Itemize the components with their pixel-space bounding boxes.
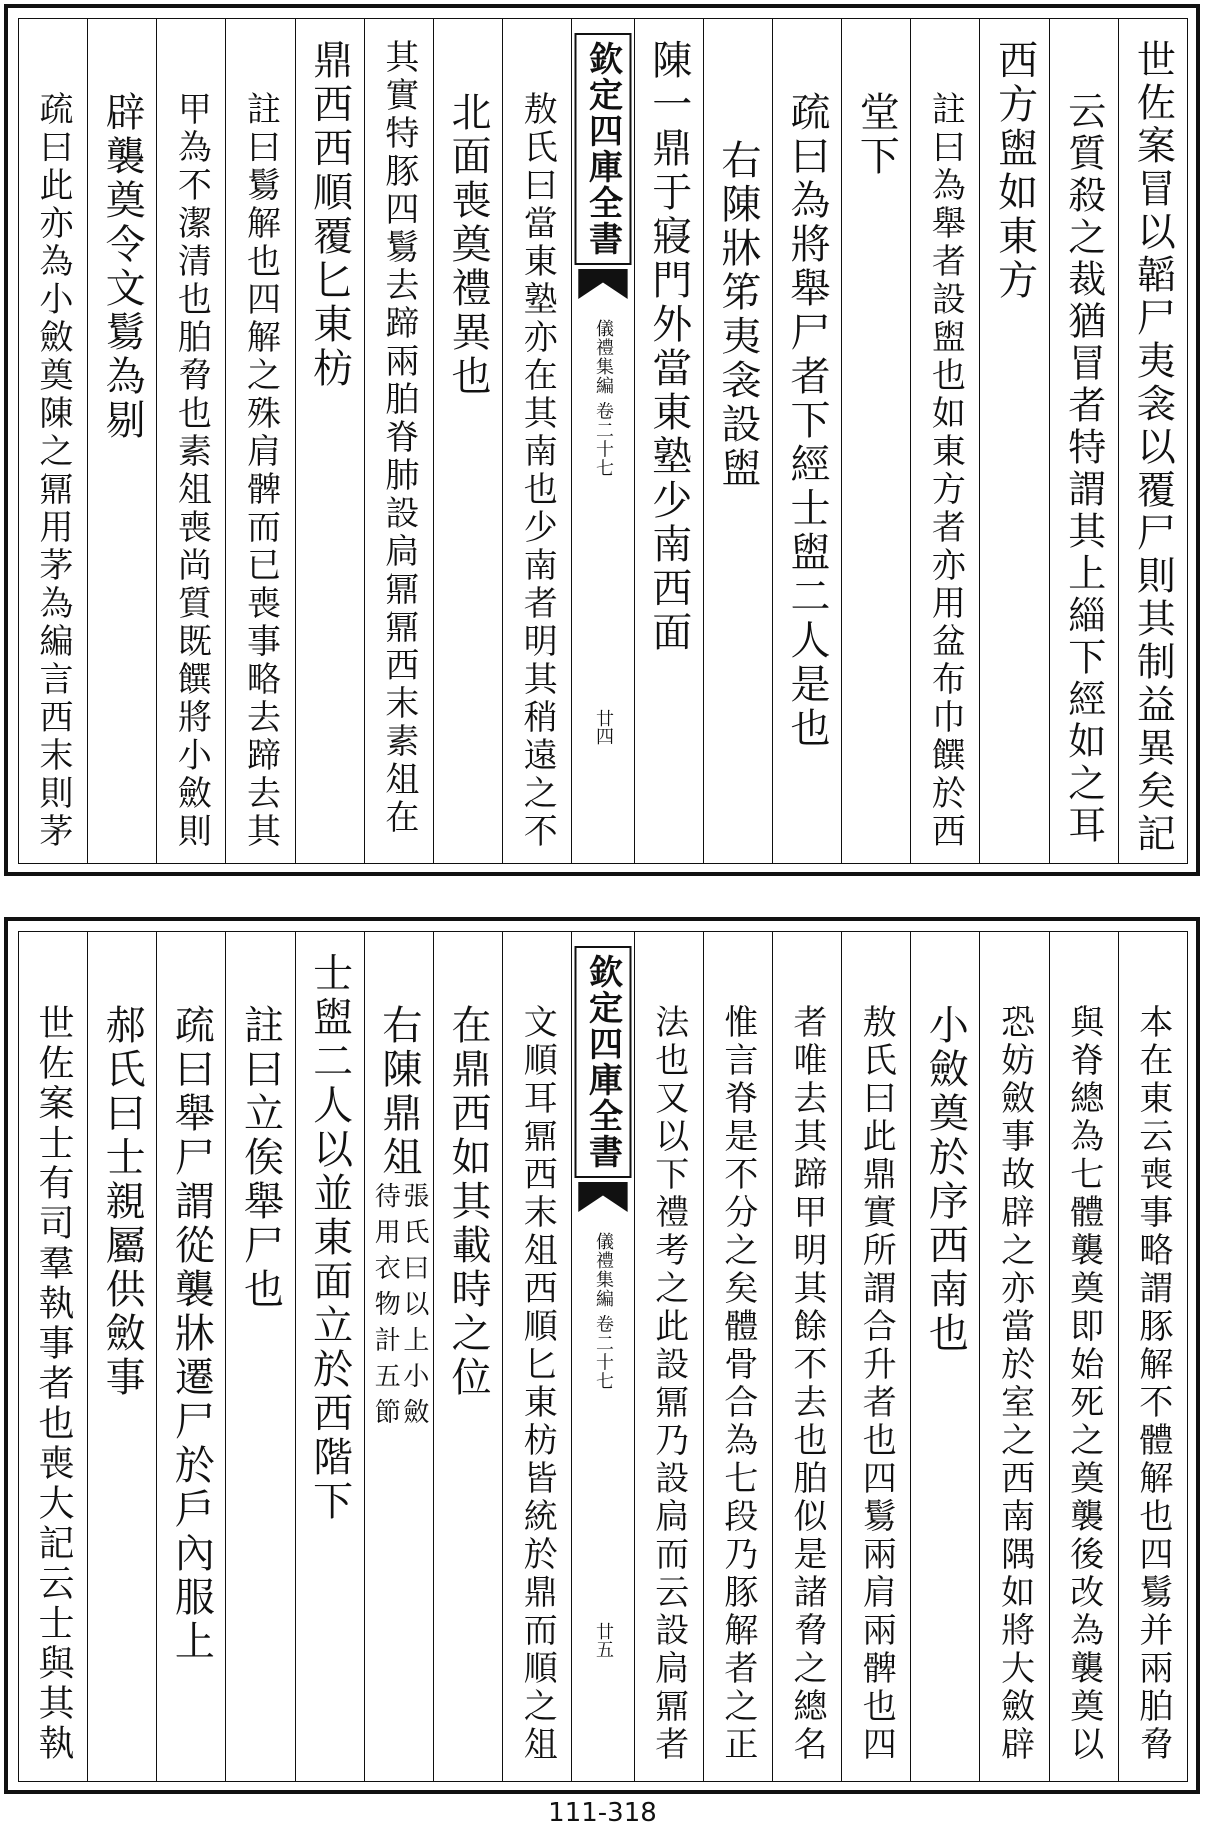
column-text: 註曰為舉者設盥也如東方者亦用盆布巾饌於西 — [925, 91, 966, 851]
text-column — [295, 932, 364, 1781]
column-text: 陳一鼎于寢門外當東塾少南西面 — [645, 39, 692, 655]
text-column — [772, 19, 841, 863]
bottom-page-columns — [18, 931, 1188, 1782]
column-text: 法也又以下禮考之此設鼏乃設扃而云設扃鼏者 — [648, 1004, 689, 1764]
center-fold — [571, 932, 633, 1781]
text-column — [841, 932, 910, 1781]
text-column — [502, 932, 571, 1781]
text-column — [1118, 19, 1187, 863]
text-column — [1049, 19, 1118, 863]
column-text: 鼎西西順覆匕東枋 — [306, 39, 353, 391]
text-column — [772, 932, 841, 1781]
text-column — [979, 19, 1048, 863]
fish-tail-mark-icon — [578, 1182, 627, 1212]
text-column — [1049, 932, 1118, 1781]
text-column — [19, 932, 87, 1781]
column-text: 疏曰舉尸謂從襲牀遷尸於戶內服上 — [168, 1004, 215, 1664]
text-column — [156, 932, 225, 1781]
text-column — [295, 19, 364, 863]
column-text: 世佐案士有司羣執事者也喪大記云士與其執 — [32, 1004, 74, 1764]
center-fold — [571, 19, 633, 863]
column-text: 本在東云喪事略謂豚解不體解也四鬄并兩胉脅 — [1132, 1004, 1173, 1764]
column-text: 北面喪奠禮異也 — [445, 91, 492, 399]
volume-label: 儀禮集編 卷二十七 — [592, 319, 614, 478]
text-column — [225, 19, 294, 863]
text-column — [433, 19, 502, 863]
column-text: 疏曰為將舉尸者下經士盥二人是也 — [784, 91, 831, 751]
column-text: 註曰鬄解也四解之殊肩髀而已喪事略去蹄去其 — [240, 91, 281, 851]
column-text: 者唯去其蹄甲明其餘不去也胉似是諸脅之總名 — [787, 1004, 828, 1764]
column-text: 郝氏曰士親屬供斂事 — [99, 1004, 146, 1400]
text-column — [634, 19, 703, 863]
column-text: 敖氏曰當東塾亦在其南也少南者明其稍遠之不 — [517, 91, 558, 851]
text-column — [87, 19, 156, 863]
text-column — [1118, 932, 1187, 1781]
book-title: 欽定四庫全書 — [574, 946, 631, 1178]
column-text: 甲為不潔清也胉脅也素俎喪尚質既饌將小斂則 — [171, 91, 212, 851]
column-text: 右陳牀笫夷衾設盥 — [714, 139, 761, 491]
text-column — [87, 932, 156, 1781]
text-column — [703, 932, 772, 1781]
column-text: 世佐案冒以韜尸夷衾以覆尸則其制益異矣記 — [1130, 39, 1176, 856]
leaf-number: 廿五 — [592, 1622, 614, 1658]
column-text: 云質殺之裁猶冒者特謂其上緇下經如之耳 — [1061, 91, 1106, 847]
leaf-number: 廿四 — [592, 709, 614, 745]
page-number: 111-318 — [548, 1798, 657, 1828]
column-text: 西方盥如東方 — [991, 39, 1038, 303]
column-text: 註曰立俟舉尸也 — [237, 1004, 284, 1312]
book-title: 欽定四庫全書 — [574, 33, 631, 265]
top-page-columns — [18, 18, 1188, 864]
text-column — [703, 19, 772, 863]
column-text: 敖氏曰此鼎實所謂合升者也四鬄兩肩兩髀也四 — [856, 1004, 897, 1764]
text-column — [364, 932, 433, 1781]
text-column — [225, 932, 294, 1781]
text-column — [841, 19, 910, 863]
text-column — [910, 932, 979, 1781]
column-text: 堂下 — [853, 91, 900, 179]
column-text: 文順耳鼏西末俎西順匕東枋皆統於鼎而順之俎 — [517, 1004, 558, 1764]
bottom-page — [4, 917, 1200, 1794]
column-text: 與脊總為七體襲奠即始死之奠襲後改為襲奠以 — [1063, 1004, 1104, 1764]
column-text: 小斂奠於序西南也 — [922, 1004, 969, 1356]
text-column — [364, 19, 433, 863]
column-text: 在鼎西如其載時之位 — [445, 1004, 492, 1400]
text-column — [433, 932, 502, 1781]
column-text: 辟襲奠令文鬄為剔 — [99, 91, 146, 443]
column-text: 恐妨斂事故辟之亦當於室之西南隅如將大斂辟 — [994, 1004, 1035, 1764]
fish-tail-mark-icon — [578, 269, 627, 299]
text-column — [910, 19, 979, 863]
text-column — [19, 19, 87, 863]
text-column — [634, 932, 703, 1781]
column-text: 惟言脊是不分之矣體骨合為七段乃豚解者之正 — [717, 1004, 758, 1764]
column-text: 其實特豚四鬄去蹄兩胉脊肺設扃鼏鼏西末素俎在 — [378, 39, 419, 837]
column-text: 右陳鼎俎 — [375, 1004, 422, 1180]
annotation-left: 待用衣物計五節 — [370, 1182, 401, 1434]
text-column — [156, 19, 225, 863]
text-column — [979, 932, 1048, 1781]
text-column — [502, 19, 571, 863]
volume-label: 儀禮集編 卷二十七 — [592, 1232, 614, 1391]
annotation-right: 張氏曰以上小斂 — [398, 1182, 429, 1434]
top-page — [4, 4, 1200, 876]
column-text: 疏曰此亦為小斂奠陳之鼏用茅為編言西末則茅 — [32, 91, 73, 851]
column-text: 士盥二人以並東面立於西階下 — [306, 952, 353, 1524]
